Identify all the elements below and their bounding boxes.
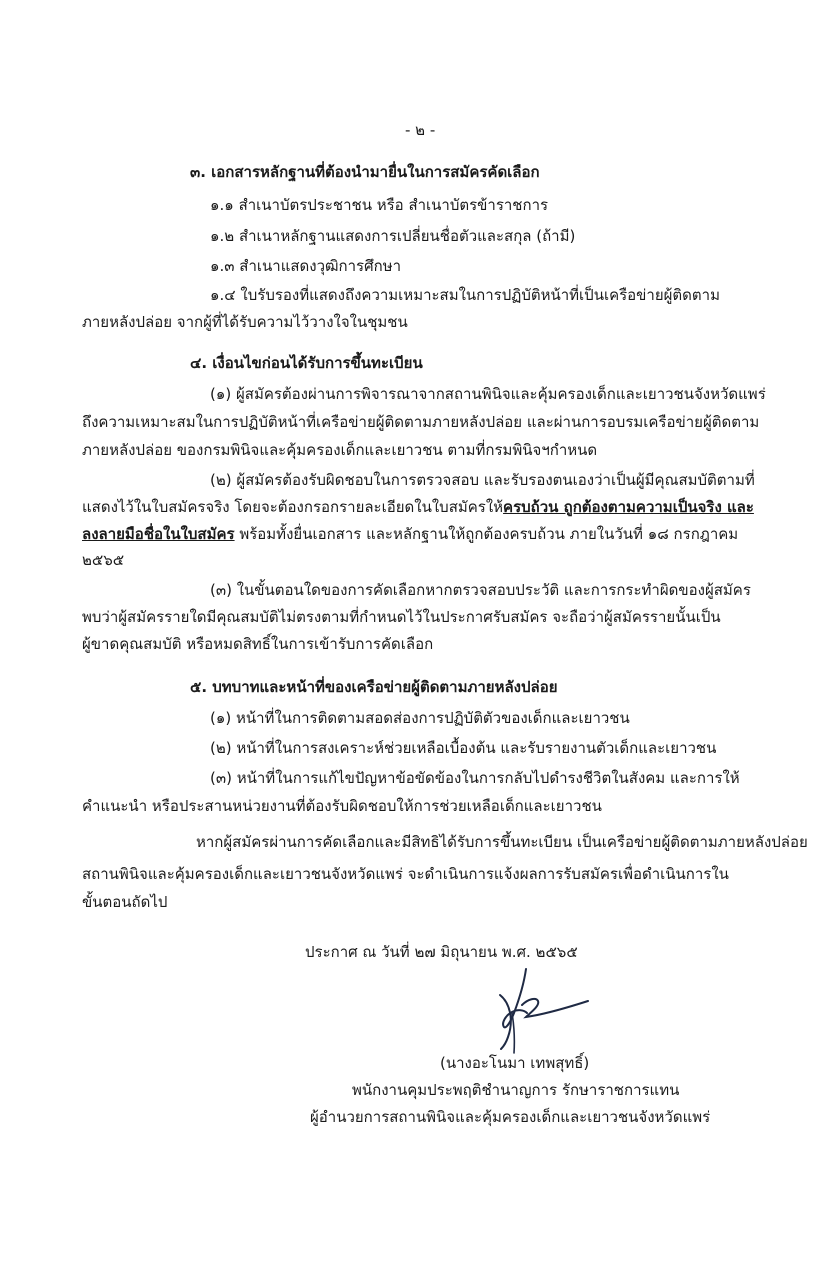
signatory-name: (นางอะโนมา เทพสุทธิ์) bbox=[440, 1054, 590, 1072]
signatory-position2: ผู้อำนวยการสถานพินิจและคุ้มครองเด็กและเยาวชนจังหวัดแพร่ bbox=[310, 1108, 711, 1126]
section3-item3: ๑.๓ สำเนาแสดงวุฒิการศึกษา bbox=[210, 257, 402, 275]
section4-p2-line3-underlined: ลงลายมือชื่อในใบสมัคร bbox=[82, 525, 235, 543]
section4-p2-line2 bbox=[82, 497, 754, 517]
section3-item2: ๑.๒ สำเนาหลักฐานแสดงการเปลี่ยนชื่อตัวและสกุล (ถ้ามี) bbox=[210, 227, 576, 245]
section4-p2-line3 bbox=[82, 524, 738, 544]
section4-p3-line1: (๓) ในขั้นตอนใดของการคัดเลือกหากตรวจสอบประวัติ และการกระทำผิดของผู้สมัคร bbox=[210, 581, 751, 599]
section3-item4-line1: ๑.๔ ใบรับรองที่แสดงถึงความเหมาะสมในการปฏิบัติหน้าที่เป็นเครือข่ายผู้ติดตาม bbox=[210, 286, 720, 304]
page-number: - ๒ - bbox=[405, 121, 436, 139]
section4-heading: ๔. เงื่อนไขก่อนได้รับการขึ้นทะเบียน bbox=[190, 354, 423, 372]
signatory-position1: พนักงานคุมประพฤติชำนาญการ รักษาราชการแทน bbox=[352, 1081, 680, 1099]
section4-p2-line2-plain: แสดงไว้ในใบสมัครจริง โดยจะต้องกรอกรายละเอียดในใบสมัครให้ bbox=[82, 498, 504, 516]
section5-item3-line2: คำแนะนำ หรือประสานหน่วยงานที่ต้องรับผิดชอบให้การช่วยเหลือเด็กและเยาวชน bbox=[82, 797, 602, 815]
section4-p1-line1: (๑) ผู้สมัครต้องผ่านการพิจารณาจากสถานพินิจและคุ้มครองเด็กและเยาวชนจังหวัดแพร่ bbox=[210, 385, 766, 403]
section3-item1: ๑.๑ สำเนาบัตรประชาชน หรือ สำเนาบัตรข้าราชการ bbox=[210, 196, 549, 214]
section5-heading: ๕. บทบาทและหน้าที่ของเครือข่ายผู้ติดตามภายหลังปล่อย bbox=[190, 678, 558, 696]
announce-date: ประกาศ ณ วันที่ ๒๗ มิถุนายน พ.ศ. ๒๕๖๕ bbox=[305, 943, 578, 961]
section4-p3-line3: ผู้ขาดคุณสมบัติ หรือหมดสิทธิ์ในการเข้ารับการคัดเลือก bbox=[82, 635, 434, 653]
section4-p1-line3: ภายหลังปล่อย ของกรมพินิจและคุ้มครองเด็กและเยาวชน ตามที่กรมพินิจฯกำหนด bbox=[82, 441, 598, 459]
section4-p1-line2: ถึงความเหมาะสมในการปฏิบัติหน้าที่เครือข่ายผู้ติดตามภายหลังปล่อย และผ่านการอบรมเครือข่ายผู้ติดตาม bbox=[82, 413, 760, 431]
closing-line1: หากผู้สมัครผ่านการคัดเลือกและมีสิทธิได้รับการขึ้นทะเบียน เป็นเครือข่ายผู้ติดตามภายหลังปล่อย bbox=[196, 833, 808, 851]
section4-p2-line3-plain: พร้อมทั้งยื่นเอกสาร และหลักฐานให้ถูกต้องครบถ้วน ภายในวันที่ ๑๘ กรกฎาคม bbox=[234, 525, 739, 543]
section4-p2-line1: (๒) ผู้สมัครต้องรับผิดชอบในการตรวจสอบ และรับรองตนเองว่าเป็นผู้มีคุณสมบัติตามที่ bbox=[210, 471, 755, 489]
section4-p2-line2-underlined: ครบถ้วน ถูกต้องตามความเป็นจริง และ bbox=[503, 498, 754, 516]
section5-item3-line1: (๓) หน้าที่ในการแก้ไขปัญหาข้อขัดข้องในการกลับไปดำรงชีวิตในสังคม และการให้ bbox=[210, 769, 740, 787]
closing-line2: สถานพินิจและคุ้มครองเด็กและเยาวชนจังหวัดแพร่ จะดำเนินการแจ้งผลการรับสมัครเพื่อดำเนินการใน bbox=[82, 865, 729, 883]
section4-p3-line2: พบว่าผู้สมัครรายใดมีคุณสมบัติไม่ตรงตามที่กำหนดไว้ในประกาศรับสมัคร จะถือว่าผู้สมัครรายนั้นเป็น bbox=[82, 608, 721, 626]
section5-item1: (๑) หน้าที่ในการติดตามสอดส่องการปฏิบัติตัวของเด็กและเยาวชน bbox=[210, 709, 630, 727]
section4-p2-line4: ๒๕๖๕ bbox=[82, 551, 125, 569]
section3-heading: ๓. เอกสารหลักฐานที่ต้องนำมายื่นในการสมัครคัดเลือก bbox=[190, 163, 540, 181]
section5-item2: (๒) หน้าที่ในการสงเคราะห์ช่วยเหลือเบื้องต้น และรับรายงานตัวเด็กและเยาวชน bbox=[210, 739, 717, 757]
closing-line3: ขั้นตอนถัดไป bbox=[82, 893, 168, 911]
section3-item4-line2: ภายหลังปล่อย จากผู้ที่ได้รับความไว้วางใจในชุมชน bbox=[82, 313, 408, 331]
signature-image bbox=[470, 965, 610, 1060]
